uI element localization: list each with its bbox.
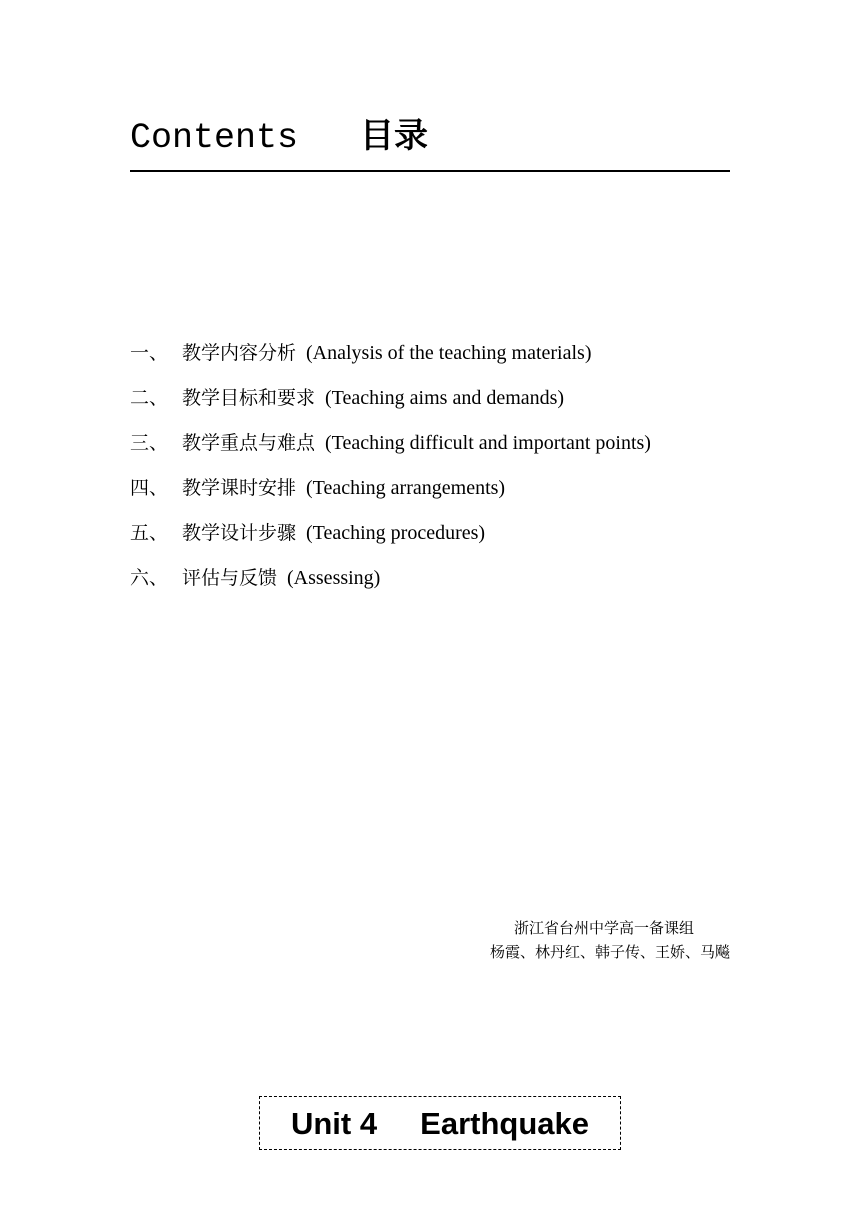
toc-item-title-zh: 教学目标和要求 <box>182 387 316 409</box>
unit-label: Unit 4 <box>290 1106 378 1141</box>
toc-item <box>130 383 770 428</box>
toc-item-title-zh: 教学设计步骤 <box>182 522 297 544</box>
unit-title <box>260 1105 620 1143</box>
toc-item-title-en: (Teaching difficult and important points) <box>325 432 651 454</box>
toc-item-title-en: (Analysis of the teaching materials) <box>306 342 592 364</box>
contents-title-en: Contents <box>130 118 299 158</box>
table-of-contents <box>130 338 770 608</box>
toc-item-title-zh: 教学课时安排 <box>182 477 297 499</box>
contents-title-zh: 目录 <box>360 116 428 156</box>
toc-item-title-en: (Teaching aims and demands) <box>325 387 565 409</box>
toc-item-number: 六、 <box>130 567 169 589</box>
toc-item-title-en: (Teaching procedures) <box>306 522 486 544</box>
toc-item-title-zh: 教学内容分析 <box>182 342 297 364</box>
toc-item <box>130 518 770 563</box>
contents-header <box>130 112 730 172</box>
unit-name: Earthquake <box>420 1106 590 1141</box>
toc-item-number: 四、 <box>130 477 169 499</box>
toc-item-number: 二、 <box>130 387 169 409</box>
toc-item <box>130 428 770 473</box>
toc-item <box>130 473 770 518</box>
toc-item-number: 五、 <box>130 522 169 544</box>
toc-item-title-en: (Assessing) <box>287 567 381 589</box>
toc-item-number: 一、 <box>130 342 169 364</box>
header-divider <box>130 170 730 172</box>
author-group: 浙江省台州中学高一备课组 <box>513 919 694 937</box>
author-credits <box>490 916 730 964</box>
toc-item-title-zh: 评估与反馈 <box>182 567 278 589</box>
toc-item-title-zh: 教学重点与难点 <box>182 432 316 454</box>
toc-item <box>130 338 770 383</box>
toc-item-number: 三、 <box>130 432 169 454</box>
author-names: 杨霞、林丹红、韩子传、王娇、马飚 <box>489 943 730 961</box>
toc-item-title-en: (Teaching arrangements) <box>306 477 506 499</box>
toc-item <box>130 563 770 608</box>
unit-title-box <box>259 1096 621 1150</box>
